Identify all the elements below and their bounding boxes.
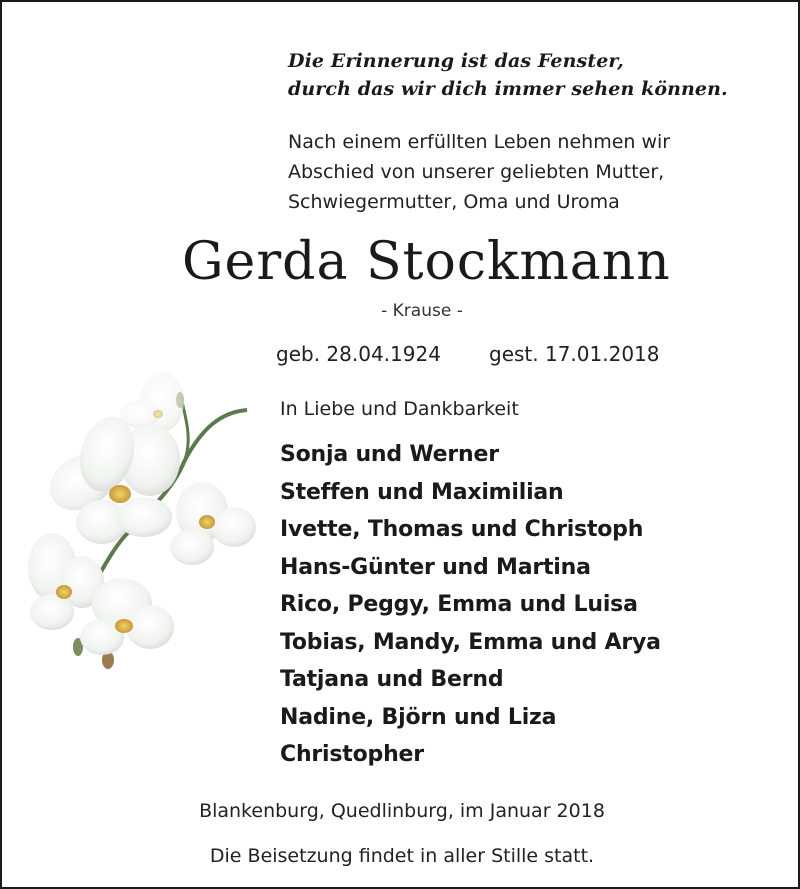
mourners-list <box>280 436 661 774</box>
mourner-name: Nadine, Björn und Liza <box>280 704 557 730</box>
mourner-name: Hans-Günter und Martina <box>280 554 591 580</box>
place-and-date: Blankenburg, Quedlinburg, im Januar 2018 <box>199 800 605 822</box>
mourner-name: Sonja und Werner <box>280 442 499 467</box>
dedication-line: In Liebe und Dankbarkeit <box>280 398 519 420</box>
orchid-icon <box>12 342 282 682</box>
intro-line-3: Schwiegermutter, Oma und Uroma <box>288 191 620 213</box>
mourner-name: Tatjana und Bernd <box>280 667 504 692</box>
quote-line-1: Die Erinnerung ist das Fenster, <box>288 50 624 72</box>
intro-line-1: Nach einem erfüllten Leben nehmen wir <box>288 131 671 153</box>
funeral-note: Die Beisetzung findet in aller Stille statt. <box>209 845 595 867</box>
death-date: gest. 17.01.2018 <box>489 342 660 366</box>
deceased-name: Gerda Stockmann <box>182 232 671 292</box>
intro-line-2: Abschied von unserer geliebten Mutter, <box>288 161 665 183</box>
announcement-intro <box>288 127 670 217</box>
mourner-name: Steffen und Maximilian <box>280 479 564 505</box>
quote-line-2: durch das wir dich immer sehen können. <box>288 78 728 100</box>
mourner-name: Tobias, Mandy, Emma und Arya <box>280 629 661 655</box>
maiden-name: - Krause - <box>381 301 463 321</box>
mourner-name: Christopher <box>280 742 424 767</box>
birth-date: geb. 28.04.1924 <box>276 342 441 366</box>
mourner-name: Ivette, Thomas und Christoph <box>280 517 644 542</box>
mourner-name: Rico, Peggy, Emma und Luisa <box>280 592 638 617</box>
memorial-quote <box>288 47 728 103</box>
